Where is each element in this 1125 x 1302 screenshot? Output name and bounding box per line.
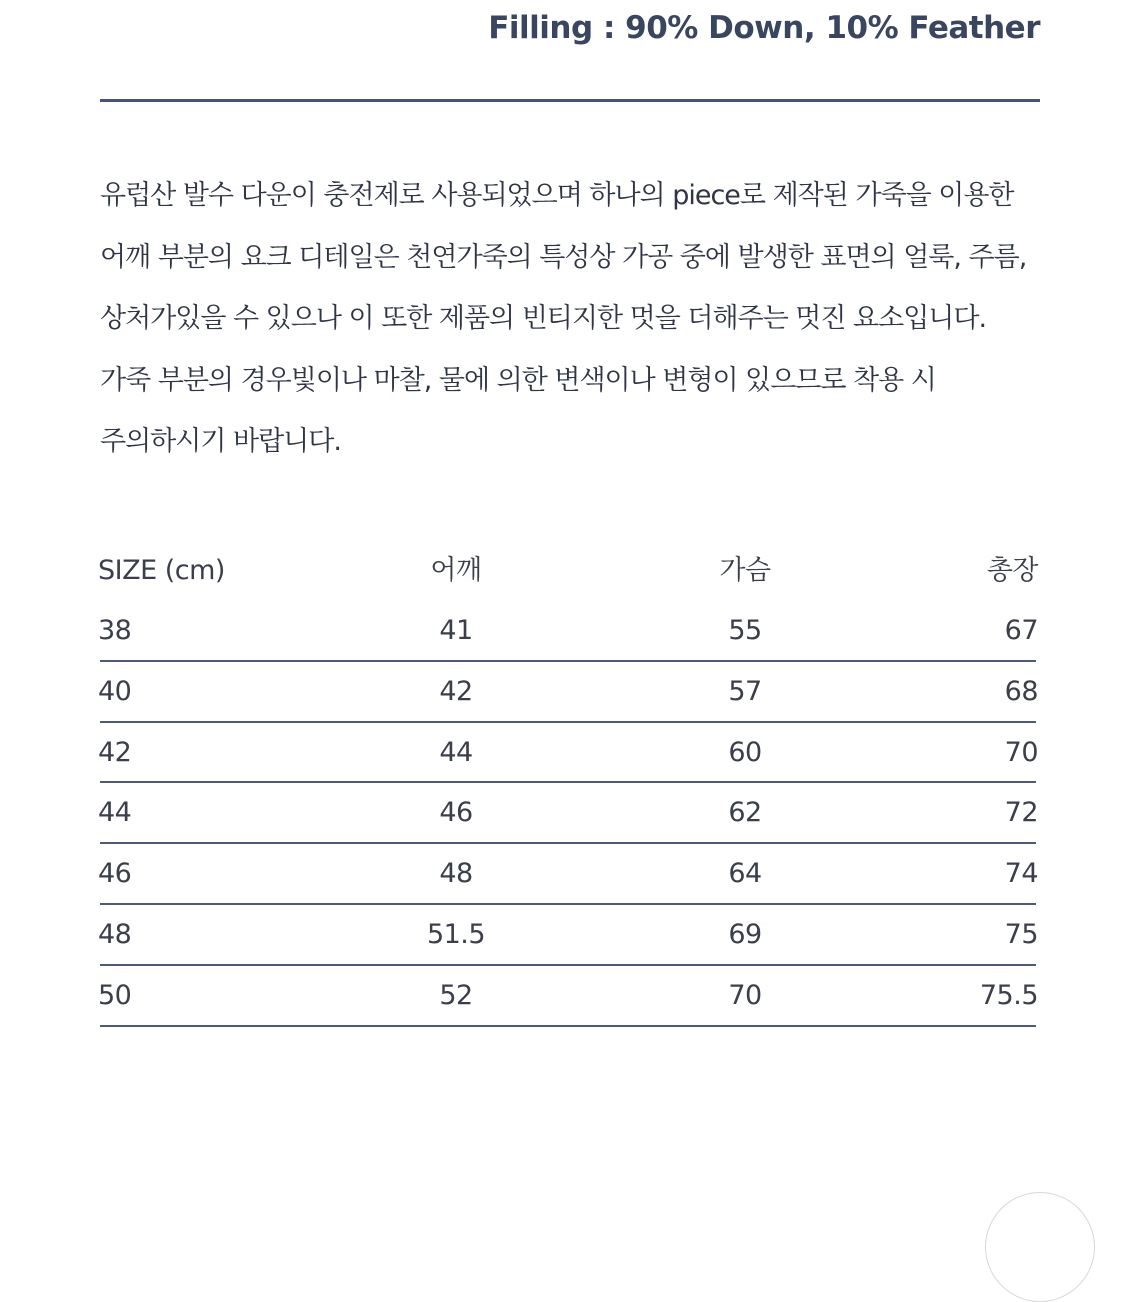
size-table-header: SIZE (cm) 어깨 가슴 총장 — [98, 545, 1038, 601]
size-cell: 40 — [98, 675, 132, 707]
scroll-top-button[interactable] — [985, 1192, 1095, 1302]
description-line: 가죽 부분의 경우빛이나 마찰, 물에 의한 변색이나 변형이 있으므로 착용 시 — [100, 364, 936, 396]
row-divider — [100, 1025, 1036, 1027]
section-divider — [100, 99, 1040, 102]
length-cell: 70 — [1004, 736, 1038, 768]
size-cell: 48 — [98, 918, 132, 950]
table-row: 40 42 57 68 — [98, 662, 1038, 723]
table-row: 42 44 60 70 — [98, 723, 1038, 784]
header-length: 총장 — [986, 555, 1038, 586]
description-line: 주의하시기 바랍니다. — [100, 426, 341, 457]
filling-composition: Filling : 90% Down, 10% Feather — [488, 10, 1040, 46]
header-size: SIZE (cm) — [98, 555, 225, 586]
description-line: 유럽산 발수 다운이 충전제로 사용되었으며 하나의 piece로 제작된 가죽을 이용한 — [100, 180, 1014, 211]
size-cell: 44 — [98, 797, 132, 829]
length-cell: 75 — [1004, 918, 1038, 950]
table-row: 44 46 62 72 — [98, 783, 1038, 844]
length-cell: 75.5 — [979, 979, 1038, 1011]
table-row: 48 51.5 69 75 — [98, 905, 1038, 966]
length-cell: 68 — [1004, 675, 1038, 707]
length-cell: 67 — [1004, 615, 1038, 646]
product-description — [100, 165, 1040, 473]
size-cell: 38 — [98, 615, 132, 646]
length-cell: 72 — [1004, 797, 1038, 829]
size-cell: 46 — [98, 858, 132, 890]
description-line: 어깨 부분의 요크 디테일은 천연가죽의 특성상 가공 중에 발생한 표면의 얼룩, 주름, — [100, 241, 1027, 273]
length-cell: 74 — [1004, 858, 1038, 890]
description-line: 상처가있을 수 있으나 이 또한 제품의 빈티지한 멋을 더해주는 멋진 요소입니다. — [100, 303, 987, 334]
size-cell: 50 — [98, 979, 132, 1011]
size-table-body — [98, 601, 1038, 1027]
table-row: 38 41 55 67 — [98, 601, 1038, 662]
table-row: 46 48 64 74 — [98, 844, 1038, 905]
size-table — [98, 545, 1038, 1027]
size-cell: 42 — [98, 736, 132, 768]
table-row: 50 52 70 75.5 — [98, 966, 1038, 1027]
